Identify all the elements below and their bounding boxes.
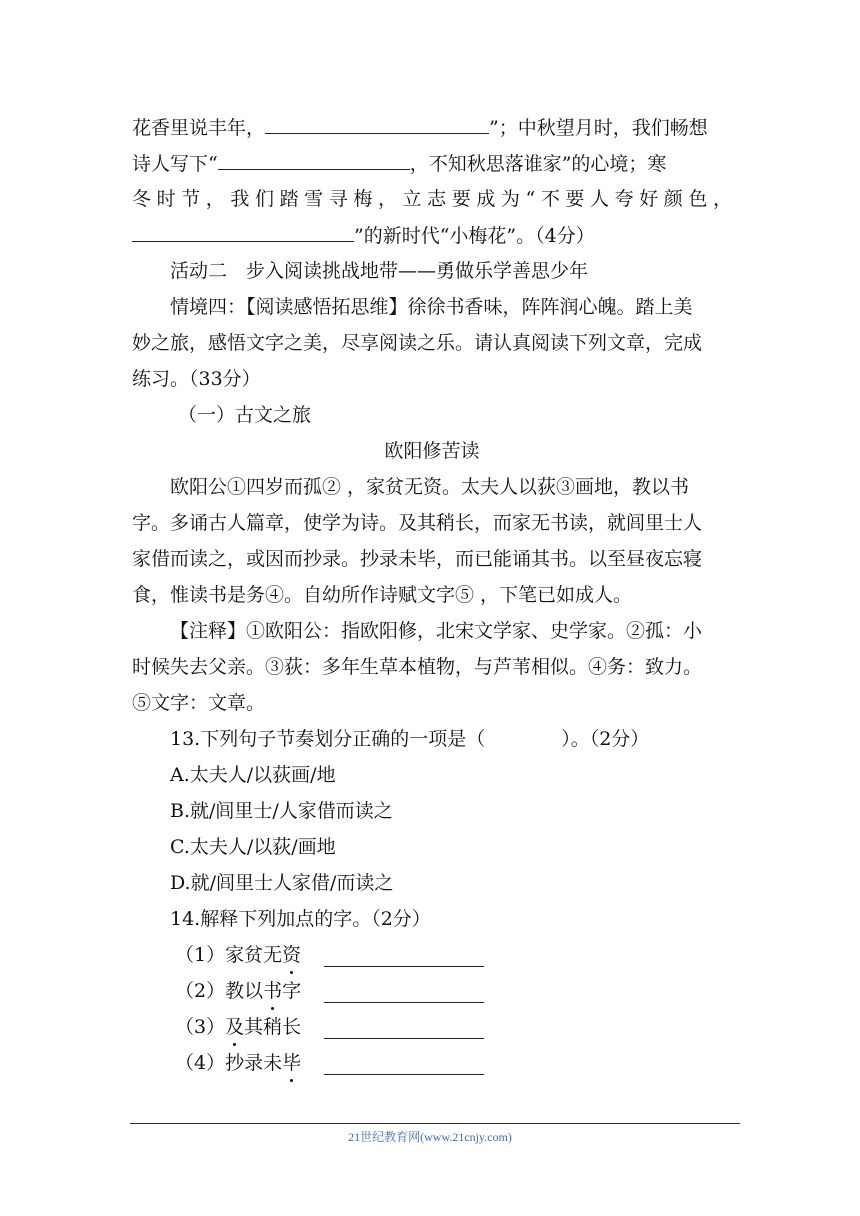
q14-answer-line-1[interactable]: [324, 966, 484, 967]
text: 其稍长: [244, 1016, 302, 1038]
text: ”；中秋望月时，我们畅想: [489, 117, 708, 139]
footer-link[interactable]: 21世纪教育网(www.21cnjy.com): [348, 1130, 512, 1144]
text: 花香里说丰年，: [132, 117, 266, 139]
q14-answer-line-4[interactable]: [324, 1074, 484, 1075]
answer-blank[interactable]: [265, 115, 489, 134]
q14-item-3: [175, 1015, 775, 1039]
article-line-3: 家借而读之，或因而抄录。抄录未毕，而已能诵其书。以至昼夜忘寝: [132, 548, 703, 570]
answer-blank[interactable]: [218, 151, 410, 170]
poem-fill-line-2: [132, 151, 732, 176]
text: ，不知秋思落谁家”的心境；寒: [409, 153, 667, 175]
notes-line-1: 【注释】①欧阳公：指欧阳修，北宋文学家、史学家。②孤：小: [170, 620, 703, 642]
activity-heading: 活动二 步入阅读挑战地带——勇做乐学善思少年: [170, 260, 589, 282]
answer-blank[interactable]: [132, 223, 354, 242]
section-heading: （一）古文之旅: [178, 404, 312, 426]
q14-answer-line-2[interactable]: [324, 1002, 484, 1003]
text: 诗人写下“: [132, 153, 218, 175]
text: （2）教以: [175, 980, 264, 1002]
article-line-4: 食，惟读书是务④。自幼所作诗赋文字⑤ ，下笔已如成人。: [132, 584, 633, 606]
q14-stem: 14.解释下列加点的字。（2分）: [170, 908, 431, 930]
text: 字: [282, 980, 302, 1002]
dotted-char: 书: [263, 980, 283, 1002]
article-line-2: 字。多诵古人篇章，使学为诗。及其稍长，而家无书读，就闾里士人: [132, 512, 703, 534]
text: （3）: [175, 1016, 226, 1038]
dotted-char: 毕: [282, 1052, 302, 1074]
poem-fill-line-3: 冬时节，我们踏雪寻梅，立志要成为“不要人夸好颜色，: [132, 188, 732, 210]
q14-item-2: [175, 979, 775, 1003]
poem-fill-line-1: [132, 115, 732, 140]
poem-fill-line-4: [132, 223, 732, 248]
q14-answer-line-3[interactable]: [324, 1038, 484, 1039]
dotted-char: 及: [225, 1016, 245, 1038]
q13-option-d[interactable]: D.就/闾里士人家借/而读之: [170, 872, 394, 894]
context-line-1: 情境四：【阅读感悟拓思维】徐徐书香味，阵阵润心魄。踏上美: [170, 296, 693, 318]
q13-option-c[interactable]: C.太夫人/以荻/画地: [170, 836, 336, 858]
q13-option-a[interactable]: A.太夫人/以荻画/地: [170, 764, 336, 786]
footer-divider: [130, 1123, 740, 1124]
notes-line-3: ⑤文字：文章。: [132, 692, 266, 714]
q13-stem: 13.下列句子节奏划分正确的一项是（ ）。（2分）: [170, 728, 650, 750]
text: ”的新时代“小梅花”。（4分）: [354, 225, 595, 247]
q13-option-b[interactable]: B.就/闾里士/人家借而读之: [170, 800, 393, 822]
article-title: 欧阳修苦读: [384, 440, 480, 462]
article-line-1: 欧阳公①四岁而孤② ，家贫无资。太夫人以荻③画地，教以书: [170, 476, 690, 498]
dotted-char: 资: [282, 944, 302, 966]
q14-item-4: [175, 1051, 775, 1075]
context-line-2: 妙之旅，感悟文字之美，尽享阅读之乐。请认真阅读下列文章，完成: [132, 332, 703, 354]
text: （4）抄录未: [175, 1052, 283, 1074]
context-line-3: 练习。（33分）: [132, 368, 261, 390]
notes-line-2: 时候失去父亲。③荻：多年生草本植物，与芦苇相似。④务：致力。: [132, 656, 703, 678]
text: （1）家贫无: [175, 944, 283, 966]
q14-item-1: [175, 943, 775, 967]
